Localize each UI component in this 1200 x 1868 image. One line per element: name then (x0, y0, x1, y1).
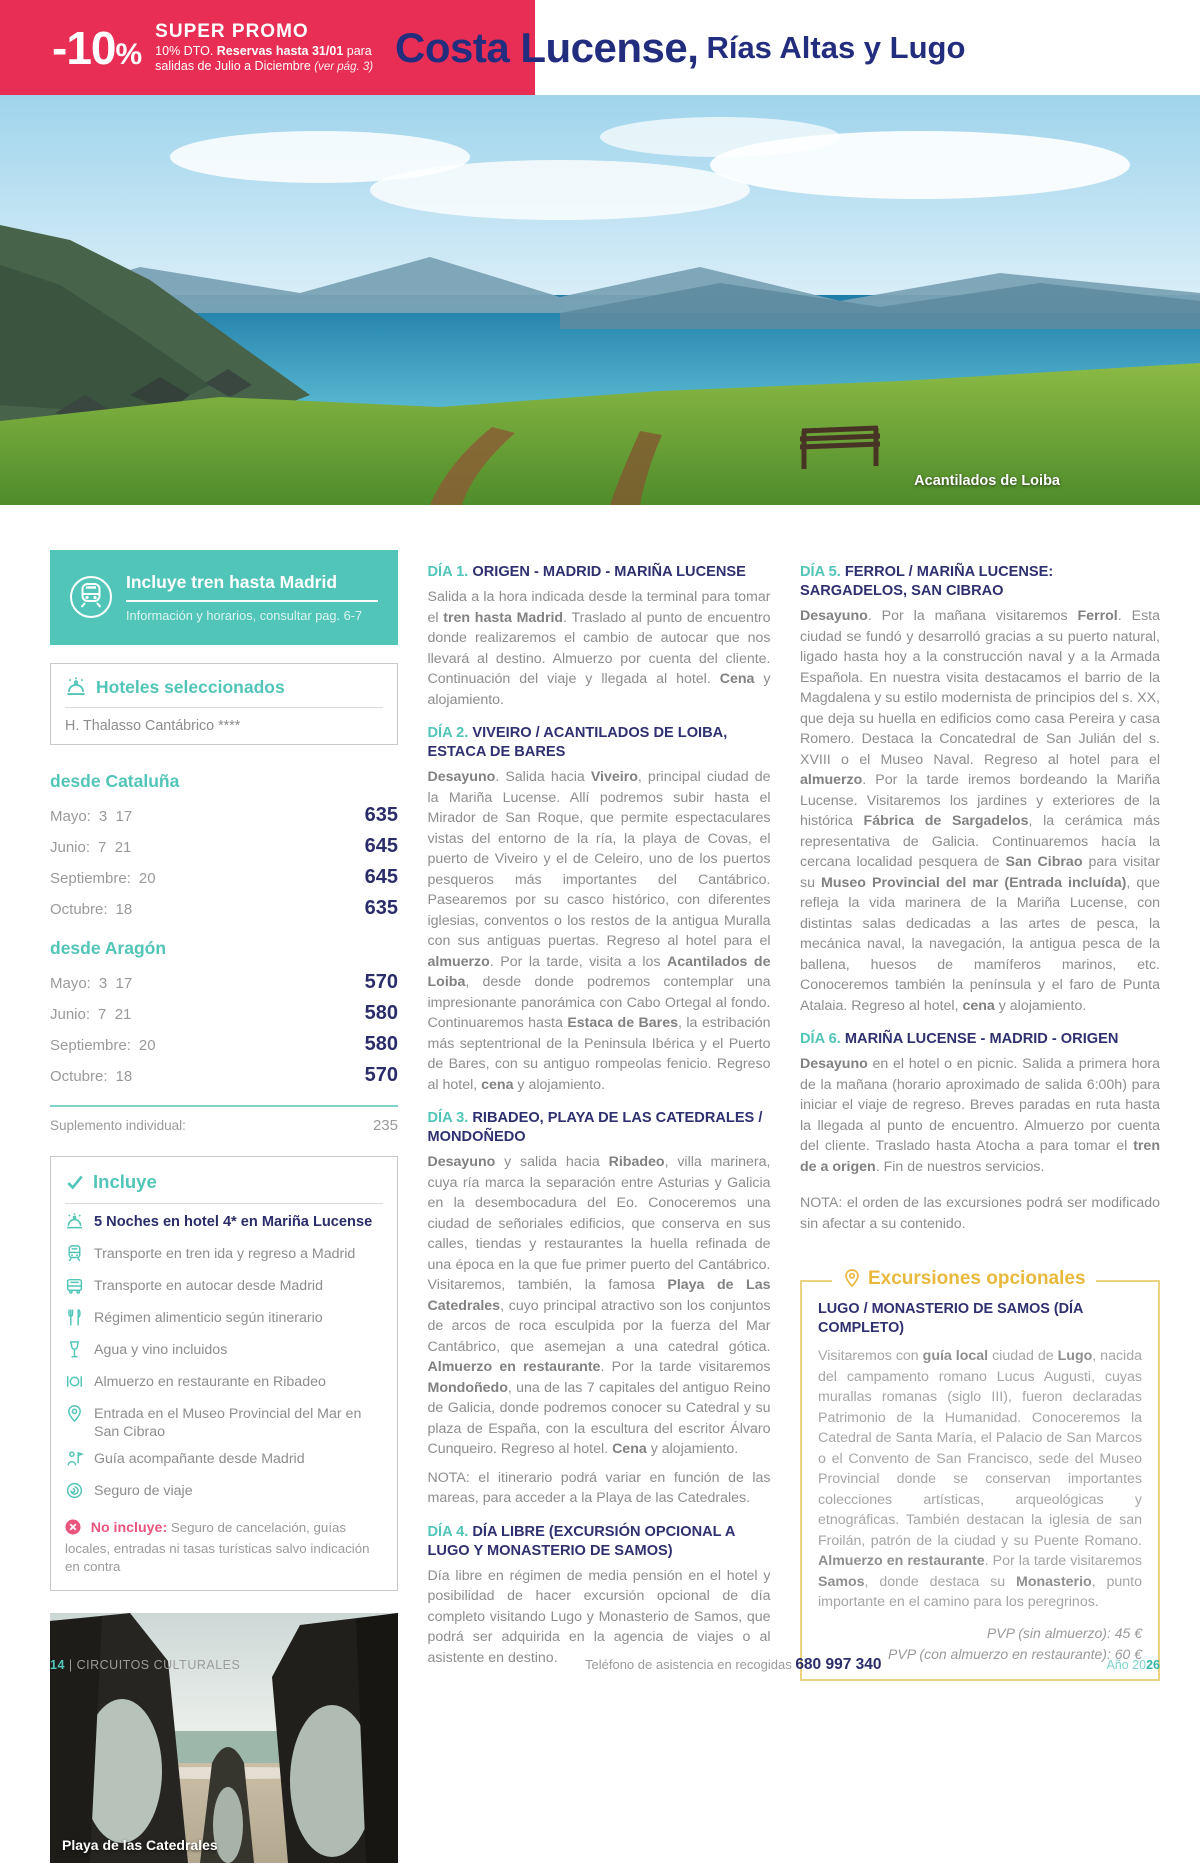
price-with-lunch: PVP (con almuerzo en restaurante): 60 € (888, 1645, 1142, 1662)
bell-icon (65, 676, 87, 698)
beach-photo-caption: Playa de las Catedrales (62, 1837, 218, 1853)
cutlery-icon (65, 1308, 85, 1332)
hotels-box (50, 663, 398, 745)
include-item: Seguro de viaje (65, 1482, 383, 1505)
day-6 (800, 1030, 1160, 1177)
page-header (0, 0, 1200, 95)
hero-caption: Acantilados de Loiba (914, 473, 1060, 489)
footer-assistance-phone: Teléfono de asistencia en recogidas 680 997 340 (585, 1656, 882, 1673)
day-3 (428, 1109, 771, 1509)
pricing-catalunya (50, 771, 398, 924)
day-5-heading: DÍA 5. FERROL / MARIÑA LUCENSE: SARGADELOS, SAN CIBRAO (800, 564, 1054, 599)
map-pin-icon (842, 1268, 862, 1288)
day-3-nota: NOTA: el itinerario podrá variar en función de las mareas, para acceder a la Playa de las Catedrales. (427, 1469, 771, 1506)
train-box-text (126, 572, 378, 623)
train-box-subtitle: Información y horarios, consultar pag. 6-7 (126, 608, 363, 623)
restaurant-icon (65, 1372, 85, 1396)
page-title: Costa Lucense, Rías Altas y Lugo (395, 23, 966, 71)
pricing-aragon (50, 938, 398, 1091)
no-icon (65, 1523, 85, 1538)
train-circle-icon (68, 574, 114, 625)
includes-box (50, 1156, 398, 1591)
include-item: Almuerzo en restaurante en Ribadeo (65, 1373, 383, 1396)
not-included-note: No incluye: Seguro de cancelación, guías locales, entradas ni tasas turísticas salvo indicación en contra (65, 1520, 370, 1574)
include-item: Entrada en el Museo Provincial del Mar en San Cibrao (65, 1405, 383, 1441)
optional-excursion-text: Visitaremos con guía local ciudad de Lugo, nacida del campamento romano Lucus Augusti, cuyas murallas romanas (siglo III), fueron declaradas Patrimonio de la Humanidad. Conoceremos la Catedral de Santa María, el Palacio de San Marcos o el Convento de San Francisco, sede del Museo Provincial donde se conservan importantes colecciones artísticas, arqueológicas y etnográficas. También destacan la iglesia de san Froilán, patrón de la ciudad y su Puente Romano. Almuerzo en restaurante. Por la tarde visitaremos Samos, donde destaca su Monasterio, punto importante en el camino para los peregrinos. (818, 1348, 1142, 1610)
price-row: Octubre: 18 635 (50, 897, 398, 919)
promo-text (155, 20, 373, 75)
day-2-text: Desayuno. Salida hacia Viveiro, principal ciudad de la Mariña Lucense. Allí podremos subir hasta el Mirador de San Roque, que permite espectaculares vistas del entorno de la ría, la playa de Covas, el puerto de Viveiro y el de Celeiro, uno de los puertos pesqueros más importantes del Cantábrico. Pasearemos por su casco histórico, con diferentes iglesias, conventos o los restos de la antigua Muralla con sus antiguas puertas. Regreso al hotel para el almuerzo. Por la tarde, visita a los Acantilados de Loiba, desde donde podremos contemplar una impresionante panorámica con Cabo Ortegal al fondo. Continuaremos hasta Estaca de Bares, la estribación más septentrional de la Peninsula Ibérica y el Puerto de Bares, con su antiguo rompeolas fenicio. Regreso al hotel, cena y alojamiento. (427, 769, 771, 1093)
day-1-heading: DÍA 1. ORIGEN - MADRID - MARIÑA LUCENSE (427, 564, 746, 580)
bell-icon (65, 1212, 85, 1236)
guide-icon (65, 1449, 85, 1473)
price-row: Junio: 7 21 580 (50, 1002, 398, 1024)
hotel-item: H. Thalasso Cantábrico **** (65, 718, 241, 734)
includes-header (65, 1171, 383, 1204)
day-5-text: Desayuno. Por la mañana visitaremos Ferrol. Esta ciudad se fundó y desarrolló gracias a su puerto natural, ligado hasta hoy a la construcción naval y a la Armada Española. En nuestra visita destacamos el barrio de la Magdalena y su estilo modernista de principios del s. XX, que deja su huella en edificios como casa Pereira y casa Romero. Destaca la Concatedral de San Julián del s. XVIII o el Museo Naval. Regreso al hotel para el almuerzo. Por la tarde iremos bordeando la Mariña Lucense. Visitaremos los jardines y exteriores de la histórica Fábrica de Sargadelos, la cerámica más representativa de Galicia. Continuaremos hacía la cercana localidad pesquera de San Cibrao para visitar su Museo Provincial del mar (Entrada incluída), que refleja la vida marinera de la Mariña Lucense, con distintas salas dedicadas a las artes de pesca, la mecánica naval, la navegación, la antigua pesca de la ballena, huesos de mamíferos marinos, etc. Conoceremos también la península y el faro de Punta Atalaia. Regreso al hotel, cena y alojamiento. (800, 608, 1160, 1014)
hero-photo (0, 95, 1200, 505)
train-icon (65, 1244, 85, 1268)
include-item: Régimen alimenticio según itinerario (65, 1309, 383, 1332)
discount-badge: -10% (52, 21, 142, 74)
price-row: Mayo: 3 17 570 (50, 971, 398, 993)
promo-line-1: 10% DTO. Reservas hasta 31/01 para (155, 43, 372, 58)
day-2 (428, 724, 771, 1095)
footer-page-number: 14 | CIRCUITOS CULTURALES (50, 1658, 241, 1672)
promo-title: SUPER PROMO (155, 21, 309, 42)
day-5 (800, 563, 1160, 1016)
pricing-region-title: desde Cataluña (50, 771, 180, 791)
day-4-text: Día libre en régimen de media pensión en el hotel y posibilidad de hacer excursión opcional de día completo visitando Lugo y Monasterio de Samos, que podrá ser adquirida en la agencia de viajes o al asistente en destino. (427, 1567, 771, 1666)
include-item-nights: 5 Noches en hotel 4* en Mariña Lucense (65, 1213, 383, 1236)
shield-icon (65, 1481, 85, 1505)
day-6-text: Desayuno en el hotel o en picnic. Salida a primera hora de la mañana (horario aproximado de salida 6:00h) para iniciar el viaje de regreso. Breves paradas en ruta hasta la llegada al punto de encuentro. Almuerzo por cuenta del cliente. Traslado hasta Atocha a para tomar el tren de a origen. Fin de nuestros servicios. (800, 1056, 1160, 1175)
optional-excursions-title: Excursiones opcionales (832, 1268, 1096, 1290)
single-supplement: Suplemento individual: 235 (50, 1105, 398, 1134)
promo-line-2: salidas de Julio a Diciembre (ver pág. 3) (155, 59, 374, 74)
bus-icon (65, 1276, 85, 1300)
price-without-lunch: PVP (sin almuerzo): 45 € (986, 1624, 1142, 1641)
include-item: Agua y vino incluidos (65, 1341, 383, 1364)
hotels-header (65, 676, 383, 708)
price-row: Septiembre: 20 580 (50, 1033, 398, 1055)
wine-icon (65, 1340, 85, 1364)
hotels-title: Hoteles seleccionados (96, 676, 285, 697)
pricing-region-title: desde Aragón (50, 938, 167, 958)
price-row: Septiembre: 20 645 (50, 866, 398, 888)
day-3-text: Desayuno y salida hacia Ribadeo, villa marinera, cuya ría marca la separación entre Asturias y Galicia en la desembocadura del Eo. Conoceremos una ciudad de señoriales edificios, que conserva en sus calles, tiendas y restaurantes la huella refinada de una época en la que fue primer puerto del Cantábrico. Visitaremos, también, la famosa Playa de Las Catedrales, cuyo principal atractivo son los conjuntos de arcos de roca esculpida por la fuerza del Mar Cantábrico, que asemejan a una catedral gótica. Almuerzo en restaurante. Por la tarde visitaremos Mondoñedo, una de las 7 capitales del antiguo Reino de Galicia, donde podremos conocer su Catedral y su plaza de España, con la escultura del escritor Álvaro Cunqueiro. Regreso al hotel. Cena y alojamiento. (427, 1154, 771, 1457)
price-row: Junio: 7 21 645 (50, 835, 398, 857)
check-icon (65, 1172, 85, 1192)
day-4-heading: DÍA 4. DÍA LIBRE (EXCURSIÓN OPCIONAL A LUGO Y MONASTERIO DE SAMOS) (427, 1523, 735, 1559)
includes-title: Incluye (93, 1171, 157, 1192)
day-6-heading: DÍA 6. MARIÑA LUCENSE - MADRID - ORIGEN (800, 1031, 1119, 1047)
map-pin-icon (65, 1404, 85, 1428)
day-4 (428, 1523, 771, 1669)
optional-excursion-name: LUGO / MONASTERIO DE SAMOS (DÍA COMPLETO) (818, 1301, 1083, 1336)
include-item: Transporte en tren ida y regreso a Madrid (65, 1245, 383, 1268)
day-2-heading: DÍA 2. VIVEIRO / ACANTILADOS DE LOIBA, ESTACA DE BARES (427, 725, 728, 760)
final-note: NOTA: el orden de las excursiones podrá ser modificado sin afectar a su contenido. (800, 1195, 1160, 1232)
include-item: Guía acompañante desde Madrid (65, 1450, 383, 1473)
coast-illustration (0, 95, 1200, 505)
day-3-heading: DÍA 3. RIBADEO, PLAYA DE LAS CATEDRALES / MONDOÑEDO (427, 1110, 763, 1145)
page-footer (0, 1648, 1200, 1688)
train-included-box (50, 550, 398, 645)
price-row: Mayo: 3 17 635 (50, 804, 398, 826)
optional-excursions-box (800, 1268, 1160, 1681)
include-item: Transporte en autocar desde Madrid (65, 1277, 383, 1300)
day-1-text: Salida a la hora indicada desde la terminal para tomar el tren hasta Madrid. Traslado al punto de encuentro donde realizaremos el cambio de autocar que nos llevará al destino. Almuerzo por cuenta del cliente. Continuación del viaje y llegada al hotel. Cena y alojamiento. (427, 589, 771, 708)
train-box-title: Incluye tren hasta Madrid (126, 572, 378, 602)
price-row: Octubre: 18 570 (50, 1064, 398, 1086)
footer-year: Año 2026 (1106, 1658, 1160, 1672)
day-1 (428, 563, 771, 710)
